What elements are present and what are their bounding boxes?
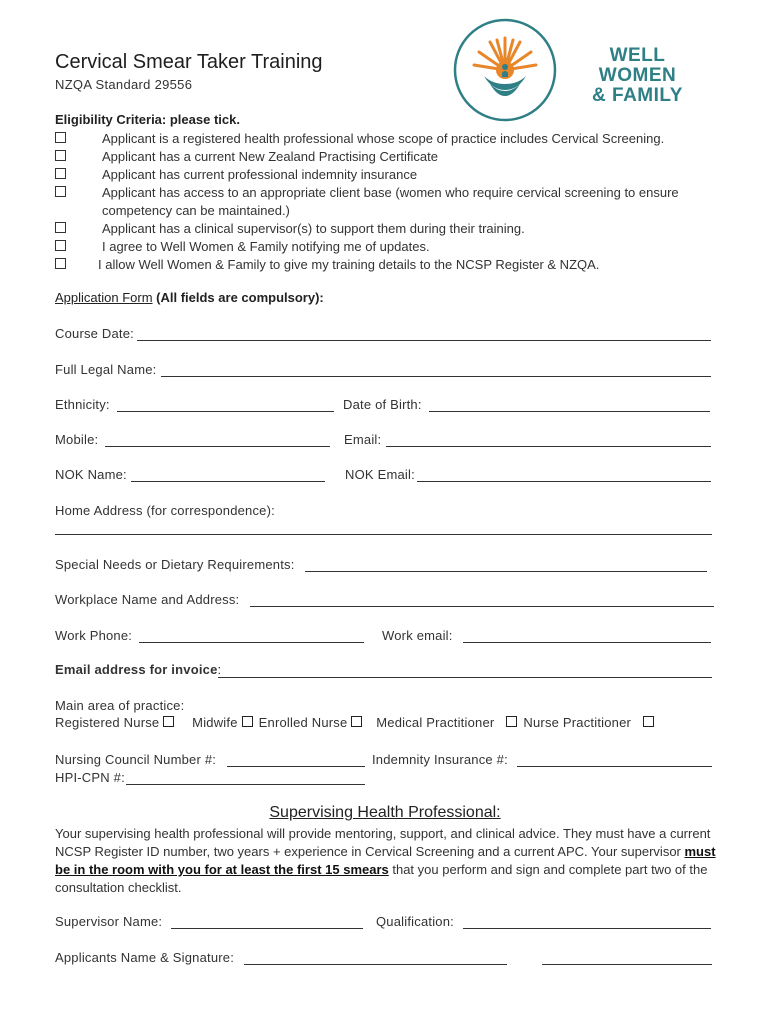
sun-hands-icon — [450, 18, 560, 122]
checkbox[interactable] — [55, 168, 66, 179]
invoice-email-field[interactable] — [218, 677, 712, 678]
nok-name-field[interactable] — [131, 481, 325, 482]
checkbox[interactable] — [55, 222, 66, 233]
indemnity-field[interactable] — [517, 766, 712, 767]
nursing-council-label: Nursing Council Number #: — [55, 752, 217, 767]
criteria-item[interactable]: Applicant has access to an appropriate client base (women who require cervical screening to ensure competency can be maintained.) — [55, 184, 101, 199]
practice-option-label: Registered Nurse — [55, 715, 160, 730]
ethnicity-field[interactable] — [117, 411, 334, 412]
workplace-field[interactable] — [250, 606, 714, 607]
ethnicity-label: Ethnicity: — [55, 397, 110, 412]
mobile-field[interactable] — [105, 446, 330, 447]
criteria-item[interactable]: Applicant has current professional indemnity insurance — [55, 166, 101, 181]
applicant-name-field[interactable] — [244, 964, 507, 965]
course-date-field[interactable] — [137, 340, 711, 341]
criteria-item[interactable]: Applicant is a registered health professional whose scope of practice includes Cervical Screening. — [55, 130, 101, 145]
applicant-signature-label: Applicants Name & Signature: — [55, 950, 235, 965]
course-date-label: Course Date: — [55, 326, 134, 341]
full-legal-name-label: Full Legal Name: — [55, 362, 157, 377]
nzqa-standard: NZQA Standard 29556 — [55, 77, 193, 92]
home-address-field[interactable] — [55, 534, 712, 535]
practice-option-label: Nurse Practitioner — [523, 715, 632, 730]
midwife-checkbox[interactable] — [242, 716, 253, 727]
supervisor-name-label: Supervisor Name: — [55, 914, 163, 929]
invoice-email-text: Email address for invoice — [55, 662, 218, 677]
special-needs-field[interactable] — [305, 571, 707, 572]
workplace-label: Workplace Name and Address: — [55, 592, 240, 607]
mobile-label: Mobile: — [55, 432, 99, 447]
nurse-practitioner-checkbox[interactable] — [643, 716, 654, 727]
work-phone-field[interactable] — [139, 642, 364, 643]
nursing-council-field[interactable] — [227, 766, 365, 767]
dob-field[interactable] — [429, 411, 710, 412]
invoice-email-label — [55, 662, 221, 677]
supervisor-heading — [0, 804, 770, 822]
checkbox[interactable] — [55, 240, 66, 251]
criteria-item[interactable]: I agree to Well Women & Family notifying me of updates. — [55, 238, 101, 253]
supervisor-requirement: must be in the room with you for at least the first 15 smears — [55, 844, 716, 877]
dob-label: Date of Birth: — [343, 397, 422, 412]
nok-email-label: NOK Email: — [345, 467, 415, 482]
practice-option-label: Medical Practitioner — [376, 715, 495, 730]
qualification-field[interactable] — [463, 928, 711, 929]
practice-heading: Main area of practice: — [55, 698, 185, 713]
application-form-heading — [55, 290, 324, 305]
practice-option-label: Midwife — [192, 715, 238, 730]
eligibility-heading: Eligibility Criteria: please tick. — [55, 112, 240, 127]
special-needs-label: Special Needs or Dietary Requirements: — [55, 557, 295, 572]
practice-options — [55, 715, 660, 730]
applicant-signature-field[interactable] — [542, 964, 712, 965]
checkbox[interactable] — [55, 258, 66, 269]
page-title: Cervical Smear Taker Training — [55, 51, 323, 73]
work-phone-label: Work Phone: — [55, 628, 133, 643]
qualification-label: Qualification: — [376, 914, 454, 929]
hpi-cpn-label: HPI-CPN #: — [55, 770, 125, 785]
medical-practitioner-checkbox[interactable] — [506, 716, 517, 727]
work-email-field[interactable] — [463, 642, 711, 643]
checkbox[interactable] — [55, 132, 66, 143]
supervisor-heading-text: Supervising Health Professional: — [269, 804, 501, 821]
well-women-family-logo — [450, 18, 720, 122]
checkbox[interactable] — [55, 150, 66, 161]
application-form-note: (All fields are compulsory): — [152, 290, 324, 305]
nok-name-label: NOK Name: — [55, 467, 127, 482]
practice-option-label: Enrolled Nurse — [258, 715, 348, 730]
email-label: Email: — [344, 432, 382, 447]
criteria-item[interactable]: Applicant has a clinical supervisor(s) to support them during their training. — [55, 220, 101, 235]
checkbox[interactable] — [55, 186, 66, 197]
home-address-label: Home Address (for correspondence): — [55, 503, 275, 518]
brand-line-2: & FAMILY — [592, 85, 683, 106]
brand-name — [570, 46, 705, 106]
invoice-email-colon: : — [217, 662, 222, 677]
criteria-item[interactable]: Applicant has a current New Zealand Practising Certificate — [55, 148, 101, 163]
enrolled-nurse-checkbox[interactable] — [351, 716, 362, 727]
hpi-cpn-field[interactable] — [126, 784, 365, 785]
full-legal-name-field[interactable] — [161, 376, 711, 377]
email-field[interactable] — [386, 446, 711, 447]
registered-nurse-checkbox[interactable] — [163, 716, 174, 727]
brand-line-1: WELL WOMEN — [598, 45, 677, 86]
nok-email-field[interactable] — [417, 481, 711, 482]
supervisor-paragraph: Your supervising health professional will provide mentoring, support, and clinical advice. They must have a current NCSP Register ID number, two years + experience in Cervical Screening and a current APC. Your supervisor must be in the room with you for at least the first 15 smears that you perform and sign and complete part two of the consultation checklist. — [55, 826, 716, 895]
supervisor-name-field[interactable] — [171, 928, 363, 929]
criteria-item[interactable]: I allow Well Women & Family to give my training details to the NCSP Register & NZQA. — [55, 256, 101, 271]
work-email-label: Work email: — [382, 628, 453, 643]
indemnity-label: Indemnity Insurance #: — [372, 752, 508, 767]
application-form-link[interactable]: Application Form — [55, 290, 153, 305]
